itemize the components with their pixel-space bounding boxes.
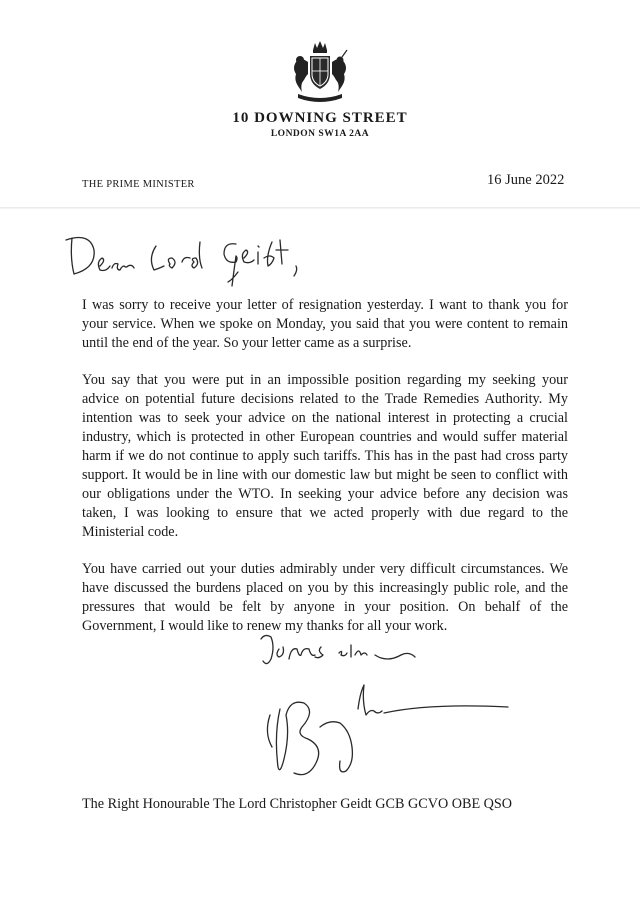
recipient-name: The Right Honourable The Lord Christopher Geidt GCB GCVO OBE QSO	[82, 796, 513, 812]
royal-crest-icon	[286, 40, 354, 108]
letterhead-street: 10 DOWNING STREET	[232, 110, 408, 126]
body-paragraph-3: You have carried out your duties admirably under very difficult circumstances. We have discussed the burdens placed on you by this increasingly public role, and the pressures that would be felt by anyone in your position. On behalf of the Government, I would like to renew my thanks for all your work.	[82, 561, 568, 634]
letterhead-city: LONDON SW1A 2AA	[270, 129, 370, 139]
letter-date: 16 June 2022	[487, 172, 565, 188]
handwritten-signoff	[255, 625, 425, 675]
letter-body	[82, 296, 568, 654]
sender-office: THE PRIME MINISTER	[82, 179, 195, 190]
handwritten-salutation	[60, 222, 320, 292]
body-paragraph-1: I was sorry to receive your letter of resignation yesterday. I want to thank you for your service. When we spoke on Monday, you said that you were content to remain until the end of the year. So your letter came as a surprise.	[82, 297, 568, 351]
handwritten-signature	[250, 675, 515, 785]
page-fold-divider	[0, 207, 640, 209]
body-paragraph-2: You say that you were put in an impossible position regarding my seeking your advice on potential future decisions related to the Trade Remedies Authority. My intention was to seek your advice on the national interest in protecting a crucial industry, which is protected in other European countries and would suffer material harm if we do not continue to apply such tariffs. This has in the past had cross party support. It would be in line with our domestic law but might be seen to conflict with our obligations under the WTO. In seeking your advice before any decision was taken, I was looking to ensure that we acted properly with due regard to the Ministerial code.	[82, 372, 568, 540]
